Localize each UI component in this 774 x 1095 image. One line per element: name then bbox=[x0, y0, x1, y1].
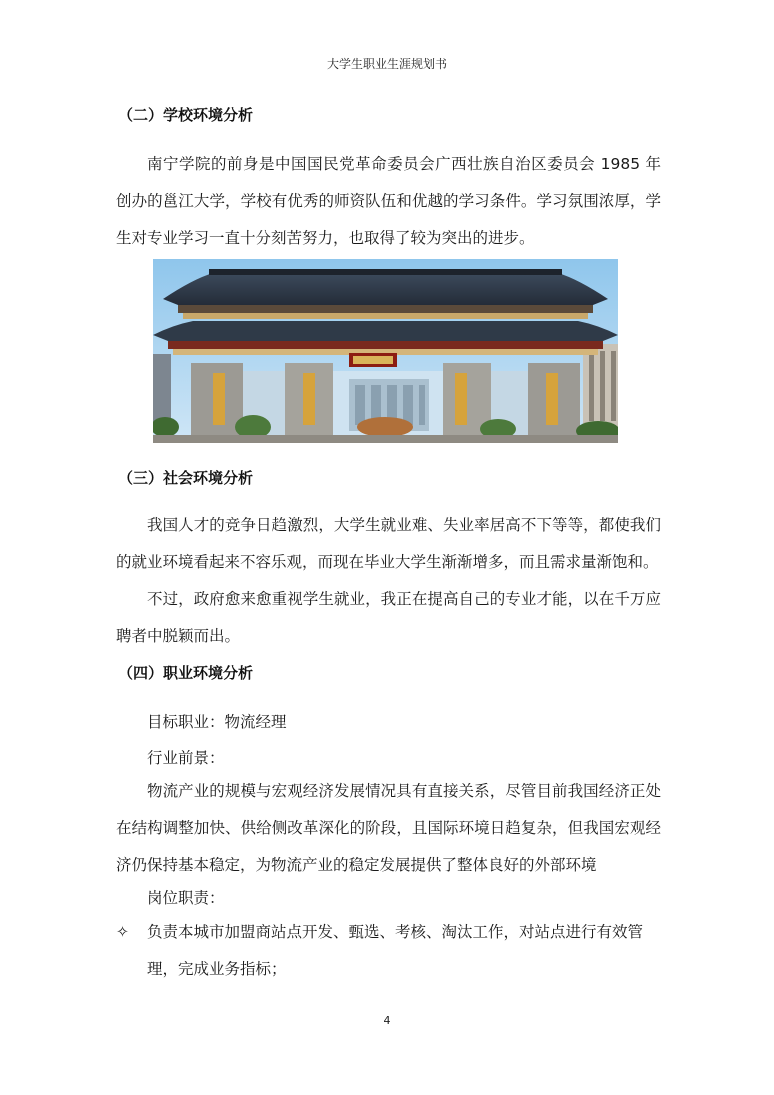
section-heading-career: （四）职业环境分析 bbox=[118, 664, 254, 682]
section-heading-school: （二）学校环境分析 bbox=[118, 106, 254, 124]
section-heading-society: （三）社会环境分析 bbox=[118, 469, 254, 487]
target-career: 目标职业：物流经理 bbox=[147, 713, 287, 731]
school-gate-photo bbox=[153, 259, 618, 443]
school-paragraph: 南宁学院的前身是中国国民党革命委员会广西壮族自治区委员会 1985 年创办的邕江大学，学校有优秀的师资队伍和优越的学习条件。学习氛围浓厚，学生对专业学习一直十分刻苦努力，也取得了较为突出的进步。 bbox=[116, 155, 661, 247]
duty-bullet-text: 负责本城市加盟商站点开发、甄选、考核、淘汰工作，对站点进行有效管理，完成业务指标； bbox=[147, 923, 644, 978]
society-paragraph-1: 我国人才的竞争日趋激烈，大学生就业难、失业率居高不下等等，都使我们的就业环境看起来不容乐观，而现在毕业大学生渐渐增多，而且需求量渐饱和。 bbox=[116, 516, 661, 571]
page-header: 大学生职业生涯规划书 bbox=[326, 57, 447, 71]
duty-label: 岗位职责： bbox=[147, 889, 225, 907]
society-paragraph-2: 不过，政府愈来愈重视学生就业，我正在提高自己的专业才能，以在千万应聘者中脱颖而出。 bbox=[116, 590, 661, 645]
industry-paragraph: 物流产业的规模与宏观经济发展情况具有直接关系，尽管目前我国经济正处在结构调整加快、供给侧改革深化的阶段，且国际环境日趋复杂，但我国宏观经济仍保持基本稳定，为物流产业的稳定发展提供了整体良好的外部环境 bbox=[116, 782, 661, 874]
duty-bullet-item bbox=[116, 914, 661, 988]
page-number: 4 bbox=[383, 1014, 391, 1027]
industry-label: 行业前景： bbox=[147, 749, 225, 767]
sparkle-bullet-icon: ✧ bbox=[116, 923, 129, 941]
